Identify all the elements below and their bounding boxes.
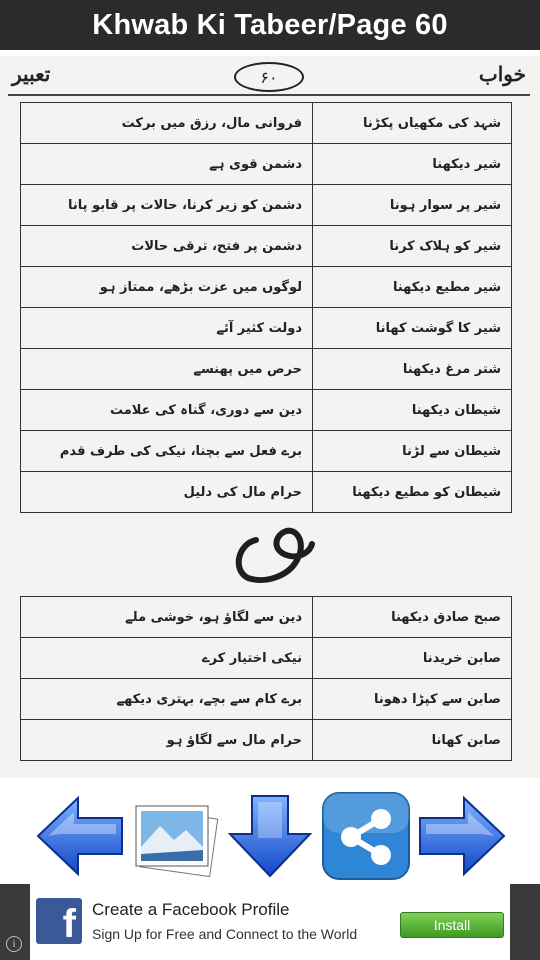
dream-cell: شیر دیکھنا bbox=[313, 144, 512, 185]
table-row bbox=[21, 267, 512, 308]
interpretation-cell: حرص میں پھنسے bbox=[21, 349, 313, 390]
header-dream-label: خواب bbox=[478, 62, 526, 86]
gallery-icon bbox=[130, 792, 222, 880]
interpretation-cell: دشمن کو زیر کرنا، حالات پر قابو پانا bbox=[21, 185, 313, 226]
next-page-button[interactable] bbox=[414, 790, 510, 882]
previous-page-button[interactable] bbox=[32, 790, 128, 882]
table-row bbox=[21, 431, 512, 472]
scanned-page bbox=[0, 56, 540, 778]
interpretation-cell: حرام مال سے لگاؤ ہو bbox=[21, 720, 313, 761]
table-row bbox=[21, 226, 512, 267]
page-number: ۶۰ bbox=[234, 62, 304, 92]
dream-cell: شیطان کو مطیع دیکھنا bbox=[313, 472, 512, 513]
page-header bbox=[0, 56, 540, 96]
arrow-right-icon bbox=[416, 794, 508, 878]
interpretation-cell: لوگوں میں عزت بڑھے، ممتاز ہو bbox=[21, 267, 313, 308]
interpretation-cell: دولت کثیر آئے bbox=[21, 308, 313, 349]
dream-table-1 bbox=[20, 102, 512, 513]
ad-banner[interactable] bbox=[0, 884, 540, 960]
dream-cell: شیر کا گوشت کھانا bbox=[313, 308, 512, 349]
dream-cell: صابن خریدنا bbox=[313, 638, 512, 679]
interpretation-cell: دشمن پر فتح، ترقی حالات bbox=[21, 226, 313, 267]
app-title: Khwab Ki Tabeer/Page 60 bbox=[92, 8, 448, 41]
dream-cell: شیطان دیکھنا bbox=[313, 390, 512, 431]
share-icon bbox=[321, 791, 411, 881]
table-row bbox=[21, 597, 512, 638]
interpretation-cell: دین سے لگاؤ ہو، خوشی ملے bbox=[21, 597, 313, 638]
interpretation-cell: حرام مال کی دلیل bbox=[21, 472, 313, 513]
ad-content[interactable] bbox=[30, 884, 510, 960]
dream-table-2 bbox=[20, 596, 512, 761]
table-row bbox=[21, 679, 512, 720]
table-row bbox=[21, 349, 512, 390]
table-row bbox=[21, 144, 512, 185]
interpretation-cell: نیکی اختیار کرے bbox=[21, 638, 313, 679]
arrow-down-icon bbox=[226, 792, 314, 880]
table-row bbox=[21, 103, 512, 144]
table-row bbox=[21, 390, 512, 431]
table-row bbox=[21, 308, 512, 349]
facebook-logo-icon: f bbox=[36, 898, 82, 944]
dream-cell: صبح صادق دیکھنا bbox=[313, 597, 512, 638]
bottom-nav-bar bbox=[0, 778, 540, 884]
dream-cell: شہد کی مکھیاں پکڑنا bbox=[313, 103, 512, 144]
ad-subtitle: Sign Up for Free and Connect to the World bbox=[92, 926, 358, 942]
header-rule bbox=[8, 94, 530, 96]
table-row bbox=[21, 472, 512, 513]
dream-cell: شیطان سے لڑنا bbox=[313, 431, 512, 472]
dream-cell: صابن سے کپڑا دھونا bbox=[313, 679, 512, 720]
install-button[interactable]: Install bbox=[400, 912, 504, 938]
table-row bbox=[21, 638, 512, 679]
interpretation-cell: فروانی مال، رزق میں برکت bbox=[21, 103, 313, 144]
gallery-button[interactable] bbox=[128, 790, 224, 882]
dream-cell: صابن کھانا bbox=[313, 720, 512, 761]
header-interpretation-label: تعبیر bbox=[12, 62, 51, 86]
interpretation-cell: برے کام سے بچے، بہتری دیکھے bbox=[21, 679, 313, 720]
interpretation-cell: دین سے دوری، گناہ کی علامت bbox=[21, 390, 313, 431]
title-bar bbox=[0, 0, 540, 50]
next-content-button[interactable] bbox=[222, 790, 318, 882]
share-button[interactable] bbox=[318, 790, 414, 882]
dream-cell: شیر مطیع دیکھنا bbox=[313, 267, 512, 308]
interpretation-cell: برے فعل سے بچنا، نیکی کی طرف قدم bbox=[21, 431, 313, 472]
section-letter-glyph bbox=[226, 518, 316, 588]
ad-title: Create a Facebook Profile bbox=[92, 900, 290, 919]
dream-cell: شیر کو ہلاک کرنا bbox=[313, 226, 512, 267]
dream-cell: شیر پر سوار ہونا bbox=[313, 185, 512, 226]
interpretation-cell: دشمن قوی ہے bbox=[21, 144, 313, 185]
dream-cell: شتر مرغ دیکھنا bbox=[313, 349, 512, 390]
ad-info-icon[interactable]: i bbox=[6, 936, 22, 952]
table-row bbox=[21, 185, 512, 226]
arrow-left-icon bbox=[34, 794, 126, 878]
table-row bbox=[21, 720, 512, 761]
